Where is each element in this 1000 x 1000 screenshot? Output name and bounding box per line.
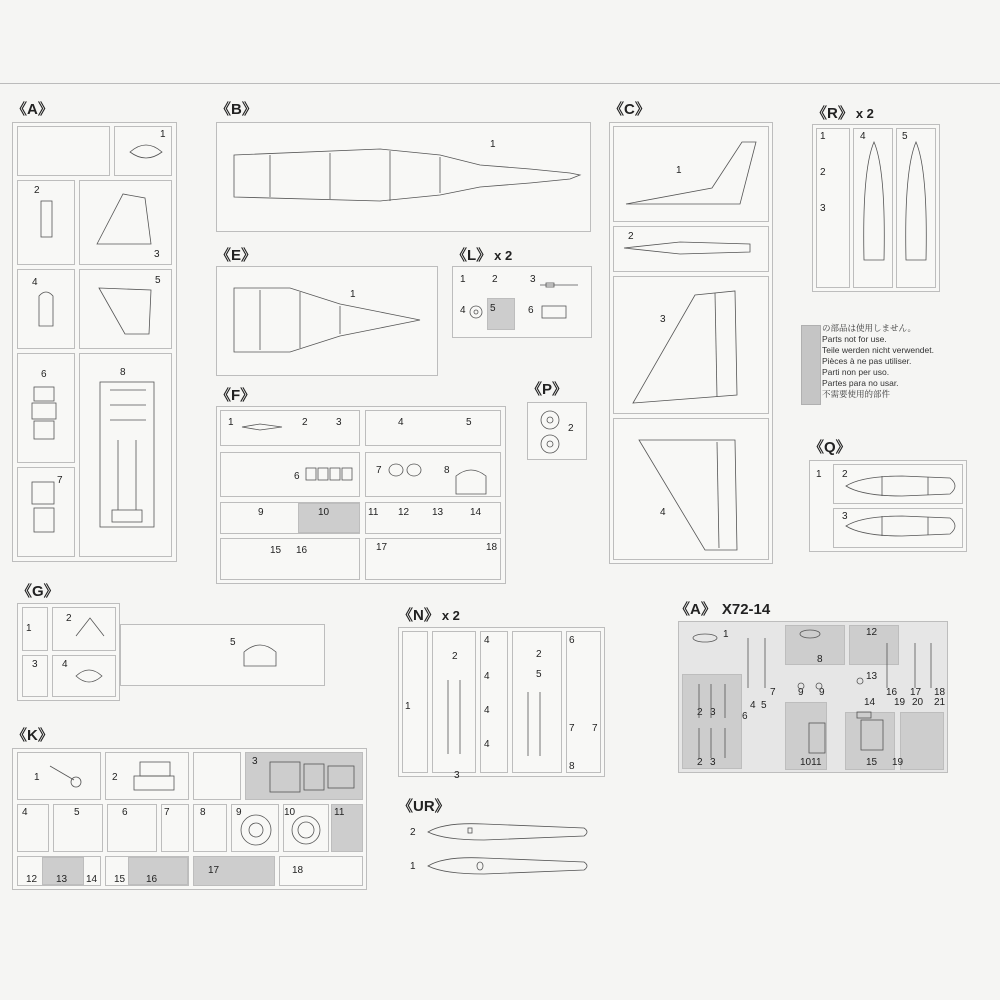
part-number: 1	[350, 289, 356, 300]
part-number: 8	[444, 465, 450, 476]
part-number: 21	[934, 697, 946, 708]
part-l3-shape	[540, 280, 580, 290]
part-k1-gear-leg-shape	[46, 762, 86, 792]
part-number: 8	[200, 807, 206, 818]
part-number: 4	[62, 659, 68, 670]
part-number: 3	[530, 274, 536, 285]
part-number: 3	[710, 707, 716, 718]
sprue-b-header: 《B》	[216, 101, 257, 118]
part-a4-shape	[37, 288, 55, 328]
part-number: 14	[864, 697, 876, 708]
part-number: 5	[536, 669, 542, 680]
part-number: 2	[492, 274, 498, 285]
part-number: 17	[910, 687, 922, 698]
part-number: 12	[398, 507, 410, 518]
part-number: 3	[454, 770, 460, 781]
sprue-a2-parts-overview	[685, 628, 945, 768]
part-number: 8	[569, 761, 575, 772]
part-number: 5	[466, 417, 472, 428]
unused-parts-swatch	[801, 325, 821, 405]
part-number: 16	[296, 545, 308, 556]
sprue-f-cell-4-5	[365, 410, 501, 446]
part-a6-shape	[30, 385, 60, 445]
part-number: 6	[528, 305, 534, 316]
part-number: 13	[432, 507, 444, 518]
part-number: 1	[410, 861, 416, 872]
part-n5-missile-shape	[520, 690, 550, 760]
part-number: 20	[912, 697, 924, 708]
part-f1-shape	[240, 420, 285, 434]
part-l6-shape	[540, 304, 570, 320]
part-g5-canopy-shape	[240, 640, 280, 670]
part-number: 7	[770, 687, 776, 698]
part-number: 6	[41, 369, 47, 380]
part-number: 7	[164, 807, 170, 818]
part-number: 4	[860, 131, 866, 142]
part-a8-cockpit-tub-shape	[98, 380, 158, 530]
part-number: 7	[569, 723, 575, 734]
part-number: 9	[819, 687, 825, 698]
part-r4-tank-shape	[860, 140, 888, 280]
part-number: 3	[842, 511, 848, 522]
part-number: 10	[284, 807, 296, 818]
sprue-f-header: 《F》	[216, 387, 256, 404]
part-q3-tank-shape	[842, 511, 962, 538]
part-number: 4	[484, 671, 490, 682]
sprue-l-frame	[452, 266, 592, 338]
part-number: 2	[410, 827, 416, 838]
part-f8-shape	[454, 466, 488, 496]
part-number: 5	[902, 131, 908, 142]
part-number: 18	[292, 865, 304, 876]
part-number: 12	[866, 627, 878, 638]
part-f7-shape	[386, 462, 426, 478]
part-number: 4	[32, 277, 38, 288]
part-number: 2	[842, 469, 848, 480]
sprue-c-header: 《C》	[609, 101, 650, 118]
part-n3-missile-shape	[440, 678, 470, 758]
part-number: 17	[376, 542, 388, 553]
sprue-ur-header: 《UR》	[398, 798, 450, 815]
part-number: 1	[490, 139, 496, 150]
part-number: 6	[122, 807, 128, 818]
part-number: 1	[820, 131, 826, 142]
part-ur1-pylon-shape	[424, 852, 594, 878]
sprue-f-cell-15-16	[220, 538, 360, 580]
part-number: 8	[120, 367, 126, 378]
part-k10-wheel-shape	[288, 812, 324, 848]
sprue-k-cell-6	[107, 804, 157, 852]
part-a2-shape	[40, 200, 54, 240]
part-number: 15	[270, 545, 282, 556]
part-number: 5	[155, 275, 161, 286]
part-l4-wheel-shape	[468, 304, 484, 320]
part-number: 4	[660, 507, 666, 518]
part-g4-shape	[74, 664, 104, 688]
part-number: 1011	[800, 757, 822, 768]
part-number: 1	[228, 417, 234, 428]
part-c3-rudder-shape	[625, 285, 765, 410]
part-number: 11	[334, 807, 345, 818]
part-number: 13	[56, 874, 68, 885]
part-number: 19	[894, 697, 906, 708]
part-number: 19	[892, 757, 904, 768]
part-k9-wheel-shape	[238, 812, 274, 848]
part-number: 4	[750, 700, 756, 711]
sprue-g-runner	[120, 624, 325, 686]
part-a1-canopy-shape	[128, 142, 164, 164]
part-number: 4	[398, 417, 404, 428]
part-number: 5	[230, 637, 236, 648]
part-number: 1	[160, 129, 166, 140]
part-e1-fuselage-lower-shape	[230, 278, 430, 363]
part-number: 12	[26, 874, 38, 885]
part-number: 10	[318, 507, 330, 518]
part-number: 8	[817, 654, 823, 665]
part-a3-fin-shape	[95, 192, 155, 247]
sprue-e-header: 《E》	[216, 247, 257, 264]
part-number: 3	[32, 659, 38, 670]
part-number: 1	[723, 629, 729, 640]
part-number: 16	[886, 687, 898, 698]
part-b1-fuselage-upper-shape	[230, 135, 585, 210]
part-number: 16	[146, 874, 158, 885]
sprue-q-header: 《Q》	[809, 439, 851, 456]
sprue-k-cell-blank	[193, 752, 241, 800]
part-number: 1	[816, 469, 822, 480]
part-a5-fin-shape	[95, 284, 155, 339]
part-number: 11	[368, 507, 379, 518]
part-number: 3	[154, 249, 160, 260]
part-number: 17	[208, 865, 220, 876]
part-number: 15	[114, 874, 126, 885]
part-number: 6	[742, 711, 748, 722]
part-a7-shape	[30, 480, 58, 540]
sprue-k-header: 《K》	[12, 727, 53, 744]
part-number: 5	[761, 700, 767, 711]
part-number: 2	[697, 757, 703, 768]
part-number: 3	[660, 314, 666, 325]
sprue-p-header: 《P》	[527, 381, 568, 398]
part-number: 6	[294, 471, 300, 482]
sprue-l-header: 《L》 x 2	[452, 247, 513, 264]
part-number: 2	[302, 417, 308, 428]
part-number: 7	[376, 465, 382, 476]
part-number: 4	[22, 807, 28, 818]
part-number: 2	[536, 649, 542, 660]
part-number: 2	[66, 613, 72, 624]
part-number: 18	[486, 542, 498, 553]
part-number: 9	[798, 687, 804, 698]
part-r5-tank-shape	[902, 140, 930, 280]
part-c1-fin-shape	[622, 138, 762, 208]
part-number: 1	[405, 701, 411, 712]
part-number: 13	[866, 671, 878, 682]
part-number: 3	[820, 203, 826, 214]
part-number: 18	[934, 687, 946, 698]
part-number: 9	[258, 507, 264, 518]
part-number: 1	[676, 165, 682, 176]
part-c4-rudder-shape	[625, 430, 765, 555]
part-number: 9	[236, 807, 242, 818]
part-number: 1	[26, 623, 32, 634]
part-number: 3	[252, 756, 258, 767]
part-number: 5	[74, 807, 80, 818]
part-number: 6	[569, 635, 575, 646]
sprue-g-header: 《G》	[17, 583, 59, 600]
part-number: 3	[710, 757, 716, 768]
sprue-n-cell-4	[480, 631, 508, 773]
sprue-r-header: 《R》 x 2	[812, 105, 874, 122]
part-number: 14	[86, 874, 98, 885]
part-number: 2	[452, 651, 458, 662]
sprue-a-cell-blank	[17, 126, 110, 176]
part-p2-wheels-shape	[536, 408, 566, 456]
part-f6-shape	[304, 466, 354, 484]
sprue-n-header: 《N》 x 2	[398, 607, 460, 624]
part-ur2-pylon-shape	[424, 818, 594, 844]
sprue-k-cell-8	[193, 804, 227, 852]
part-number: 1	[460, 274, 466, 285]
part-number: 15	[866, 757, 878, 768]
part-number: 4	[484, 635, 490, 646]
sprue-k-cell-16-unused	[128, 857, 188, 885]
part-number: 1	[34, 772, 40, 783]
top-rule	[0, 83, 1000, 84]
part-number: 5	[490, 303, 496, 314]
sprue-a-header: 《A》	[12, 101, 53, 118]
sprue-a2-header: 《A》 X72-14	[675, 601, 771, 618]
unused-parts-legend-text: の部品は使用しません。 Parts not for use. Teile werden nicht verwendet. Pièces à ne pas utiliser. Parti non per uso. Partes para no usar. 不需要使用的部件	[822, 323, 934, 399]
part-number: 2	[628, 231, 634, 242]
part-number: 2	[697, 707, 703, 718]
part-number: 4	[460, 305, 466, 316]
part-number: 4	[484, 705, 490, 716]
sprue-k-cell-17-unused	[193, 856, 275, 886]
sprue-n-cell-6-8	[566, 631, 601, 773]
part-k3-shape	[260, 758, 360, 796]
part-number: 2	[568, 423, 574, 434]
part-q2-tank-shape	[842, 474, 962, 498]
part-number: 7	[592, 723, 598, 734]
part-number: 2	[112, 772, 118, 783]
part-number: 14	[470, 507, 482, 518]
part-number: 7	[57, 475, 63, 486]
part-number: 2	[34, 185, 40, 196]
part-number: 2	[820, 167, 826, 178]
part-number: 4	[484, 739, 490, 750]
part-g2-shape	[74, 616, 106, 640]
part-k2-shape	[130, 760, 180, 794]
part-c2-shape	[620, 238, 760, 258]
part-number: 3	[336, 417, 342, 428]
